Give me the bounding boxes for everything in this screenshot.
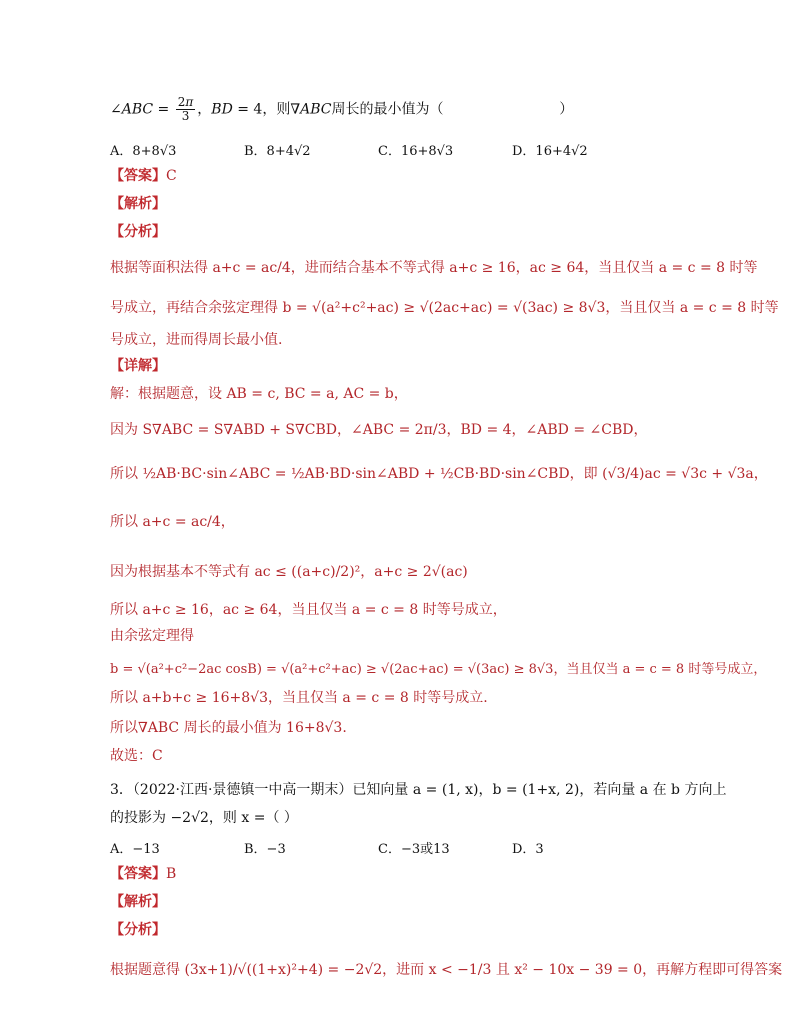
problem2-stem: ∠ABC = $\frac{2\pi}{3}$ ，BD = 4，则∇ABC周长的最小值为（ ） (110, 95, 574, 123)
answer-value: C (166, 168, 177, 184)
p3-fenxi-line: 根据题意得 (3x+1)/√((1+x)²+4) = −2√2，进而 x < −1/3 且 x² − 10x − 39 = 0，再解方程即可得答案 (110, 962, 783, 978)
fenxi-line-3: 号成立，进而得周长最小值. (110, 332, 283, 348)
problem3-stem-1: 3．（2022·江西·景德镇一中高一期末）已知向量 a = (1, x)，b = (1+x, 2)，若向量 a 在 b 方向上 (110, 782, 727, 798)
answer-label: 【答案】 (110, 168, 166, 184)
detail-line-5: 因为根据基本不等式有 ac ≤ ((a+c)/2)²，a+c ≥ 2√(ac) (110, 564, 468, 580)
answer-row (110, 166, 177, 186)
detail-line-7: 由余弦定理得 (110, 628, 194, 644)
detail-line-2: 因为 S∇ABC = S∇ABD + S∇CBD，∠ABC = 2π/3，BD = 4，∠ABD = ∠CBD， (110, 422, 648, 438)
detail-line-6: 所以 a+c ≥ 16，ac ≥ 64，当且仅当 a = c = 8 时等号成立， (110, 602, 507, 618)
detail-label: 【详解】 (110, 358, 166, 374)
problem3-stem-2: 的投影为 −2√2，则 x =（ ） (110, 810, 298, 826)
p3-option-b[interactable]: B．−3 (244, 842, 286, 857)
fenxi-label: 【分析】 (110, 224, 166, 240)
fenxi-line-2: 号成立，再结合余弦定理得 b = √(a²+c²+ac) ≥ √(2ac+ac) = √(3ac) ≥ 8√3，当且仅当 a = c = 8 时等 (110, 300, 779, 316)
p3-option-a[interactable]: A．−13 (110, 842, 160, 857)
detail-line-3: 所以 ½AB·BC·sin∠ABC = ½AB·BD·sin∠ABD + ½CB·BD·sin∠CBD，即 (√3/4)ac = √3c + √3a， (110, 466, 768, 482)
detail-line-8: b = √(a²+c²−2ac cosB) = √(a²+c²+ac) ≥ √(2ac+ac) = √(3ac) ≥ 8√3，当且仅当 a = c = 8 时等号成立， (110, 662, 767, 677)
p3-answer-value: B (166, 866, 177, 882)
p3-analysis-label: 【解析】 (110, 894, 166, 910)
option-d[interactable]: D．16+4√2 (512, 144, 588, 159)
fenxi-line-1: 根据等面积法得 a+c = ac/4，进而结合基本不等式得 a+c ≥ 16，ac ≥ 64，当且仅当 a = c = 8 时等 (110, 260, 758, 276)
p3-answer-label: 【答案】 (110, 866, 166, 882)
detail-line-4: 所以 a+c = ac/4， (110, 514, 235, 530)
p3-option-c[interactable]: C．−3或13 (378, 842, 450, 857)
detail-line-1: 解：根据题意，设 AB = c, BC = a, AC = b， (110, 386, 408, 402)
analysis-label: 【解析】 (110, 196, 166, 212)
detail-line-9: 所以 a+b+c ≥ 16+8√3，当且仅当 a = c = 8 时等号成立. (110, 690, 488, 706)
option-c[interactable]: C．16+8√3 (378, 144, 454, 159)
option-a[interactable]: A．8+8√3 (110, 144, 177, 159)
detail-line-11: 故选：C (110, 748, 163, 764)
p3-option-d[interactable]: D．3 (512, 842, 544, 857)
detail-line-10: 所以∇ABC 周长的最小值为 16+8√3. (110, 720, 347, 736)
p3-fenxi-label: 【分析】 (110, 922, 166, 938)
p3-answer-row (110, 864, 176, 884)
option-b[interactable]: B．8+4√2 (244, 144, 311, 159)
